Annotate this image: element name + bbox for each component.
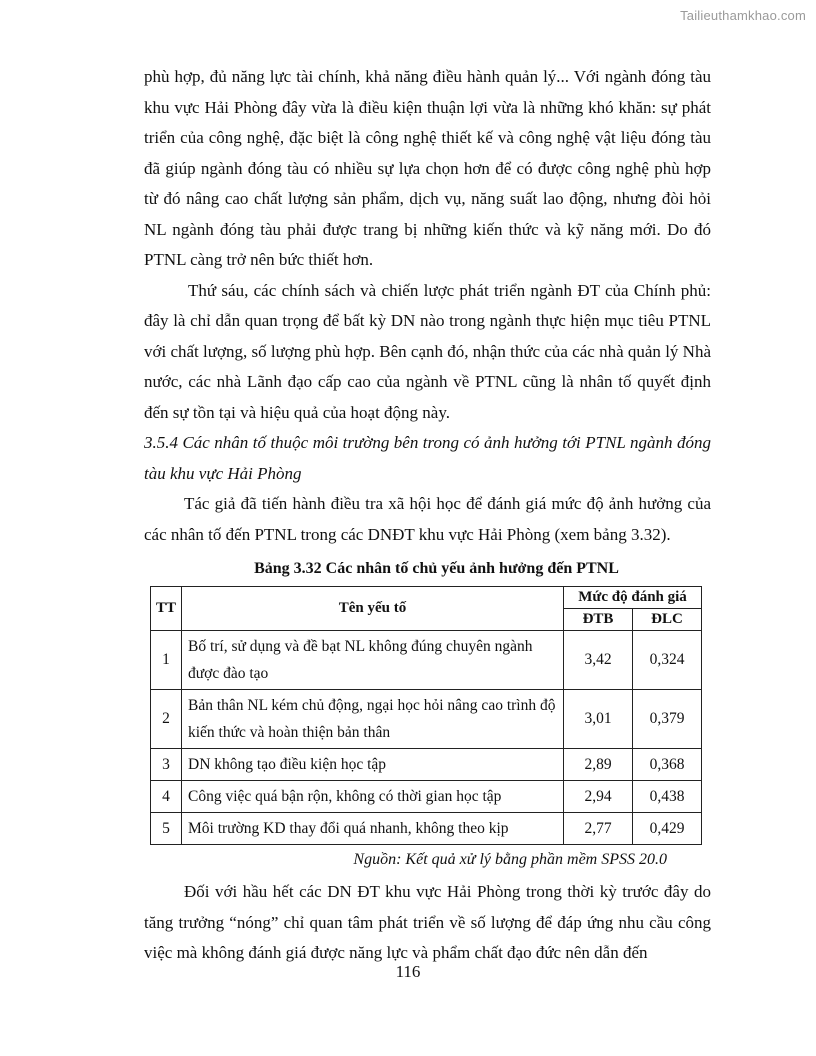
header-sd: ĐLC — [633, 609, 702, 631]
row-sd: 0,368 — [633, 749, 702, 781]
paragraph-1: phù hợp, đủ năng lực tài chính, khả năng điều hành quản lý... Với ngành đóng tàu khu vực Hải Phòng đây vừa là điều kiện thuận lợi vừa là những khó khăn: sự phát triển của công nghệ, đặc biệt là công nghệ thiết kế và công nghệ vật liệu đóng tàu đã giúp ngành đóng tàu có nhiều sự lựa chọn hơn để có được công nghệ phù hợp từ đó nâng cao chất lượng sản phẩm, dịch vụ, năng suất lao động, nhưng đòi hỏi NL ngành đóng tàu phải được trang bị những kiến thức và kỹ năng mới. Do đó PTNL càng trở nên bức thiết hơn. — [144, 67, 711, 269]
watermark: Tailieuthamkhao.com — [680, 8, 806, 23]
row-name: Công việc quá bận rộn, không có thời gian học tập — [182, 781, 564, 813]
row-name: Môi trường KD thay đổi quá nhanh, không theo kịp — [182, 813, 564, 845]
row-sd: 0,429 — [633, 813, 702, 845]
section-heading: 3.5.4 Các nhân tố thuộc môi trường bên trong có ảnh hưởng tới PTNL ngành đóng tàu khu vực Hải Phòng — [144, 433, 711, 483]
row-tt: 3 — [151, 749, 182, 781]
table-title: Bảng 3.32 Các nhân tố chủ yếu ảnh hưởng đến PTNL — [254, 560, 619, 577]
header-name: Tên yếu tố — [182, 587, 564, 631]
table-row — [151, 749, 702, 781]
header-mean: ĐTB — [564, 609, 633, 631]
table-header-row — [151, 587, 702, 609]
row-mean: 2,94 — [564, 781, 633, 813]
row-tt: 1 — [151, 631, 182, 690]
table-row — [151, 813, 702, 845]
paragraph-2: Thứ sáu, các chính sách và chiến lược phát triển ngành ĐT của Chính phủ: đây là chỉ dẫn quan trọng để bất kỳ DN nào trong ngành thực hiện mục tiêu PTNL với chất lượng, số lượng phù hợp. Bên cạnh đó, nhận thức của các nhà quản lý Nhà nước, các nhà Lãnh đạo cấp cao của ngành về PTNL cũng là nhân tố quyết định đến sự tồn tại và hiệu quả của hoạt động này. — [144, 280, 711, 422]
document-page — [144, 62, 711, 969]
header-tt: TT — [151, 587, 182, 631]
row-tt: 4 — [151, 781, 182, 813]
row-name: Bố trí, sử dụng và đề bạt NL không đúng chuyên ngành được đào tạo — [182, 631, 564, 690]
table-row — [151, 781, 702, 813]
row-name: Bản thân NL kém chủ động, ngại học hỏi nâng cao trình độ kiến thức và hoàn thiện bản thân — [182, 690, 564, 749]
factors-table — [150, 586, 702, 845]
row-name: DN không tạo điều kiện học tập — [182, 749, 564, 781]
page-number: 116 — [395, 962, 421, 981]
paragraph-4: Đối với hầu hết các DN ĐT khu vực Hải Phòng trong thời kỳ trước đây do tăng trưởng “nóng” chỉ quan tâm phát triển về số lượng để đáp ứng nhu cầu công việc mà không đánh giá được năng lực và phẩm chất đạo đức nên dẫn đến — [144, 882, 711, 962]
table-row — [151, 690, 702, 749]
row-mean: 3,01 — [564, 690, 633, 749]
paragraph-3: Tác giả đã tiến hành điều tra xã hội học để đánh giá mức độ ảnh hưởng của các nhân tố đến PTNL trong các DNĐT khu vực Hải Phòng (xem bảng 3.32). — [144, 494, 711, 544]
header-rating: Mức độ đánh giá — [564, 587, 702, 609]
row-tt: 5 — [151, 813, 182, 845]
table-source: Nguồn: Kết quả xử lý bằng phần mềm SPSS 20.0 — [353, 851, 667, 868]
row-tt: 2 — [151, 690, 182, 749]
row-mean: 2,89 — [564, 749, 633, 781]
row-sd: 0,379 — [633, 690, 702, 749]
row-sd: 0,438 — [633, 781, 702, 813]
row-sd: 0,324 — [633, 631, 702, 690]
table-row — [151, 631, 702, 690]
row-mean: 2,77 — [564, 813, 633, 845]
row-mean: 3,42 — [564, 631, 633, 690]
